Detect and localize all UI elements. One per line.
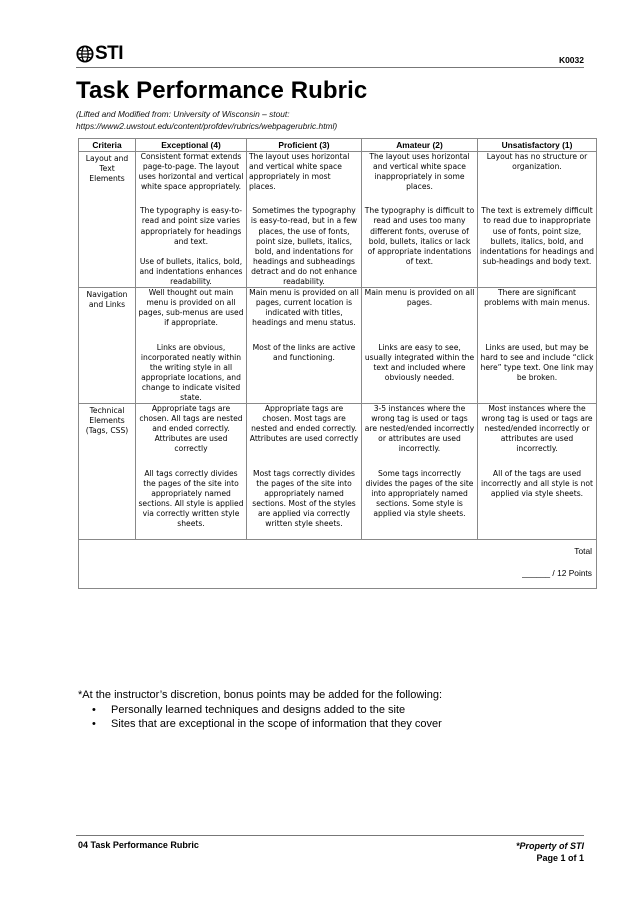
source-line-1: (Lifted and Modified from: University of Wisconsin – stout:: [76, 109, 290, 119]
rubric-cell: Links are easy to see, usually integrated within the text and included where obviously needed.: [362, 329, 478, 404]
footer-title: 04 Task Performance Rubric: [78, 840, 199, 850]
rubric-cell: 3-5 instances where the wrong tag is used or tags are nested/ended incorrectly or attributes are used incorrectly.: [362, 404, 478, 455]
logo-text: STI: [95, 43, 124, 64]
rubric-cell: There are significant problems with main menus.: [478, 288, 597, 329]
criteria-cell: Navigation and Links: [79, 288, 136, 404]
table-row: [79, 329, 597, 404]
points-field: ______ / 12 Points: [522, 568, 592, 579]
total-label: Total: [574, 546, 592, 557]
col-header-amateur: Amateur (2): [362, 139, 478, 152]
col-header-proficient: Proficient (3): [247, 139, 362, 152]
footer-info: [516, 840, 584, 864]
rubric-cell: The typography is difficult to read and uses too many different fonts, overuse of bold, bullets, italics or lack of appropriate indentations of text.: [362, 192, 478, 287]
col-header-unsatisfactory: Unsatisfactory (1): [478, 139, 597, 152]
rubric-cell: Well thought out main menu is provided on all pages, sub-menus are used if appropriate.: [136, 288, 247, 329]
rubric-cell: The layout uses horizontal and vertical white space appropriately in most places.: [247, 152, 362, 193]
table-header-row: [79, 139, 597, 152]
rubric-cell: Links are used, but may be hard to see and include “click here” type text. One link may be broken.: [478, 329, 597, 404]
sti-logo: [76, 44, 123, 64]
list-item: • Personally learned techniques and designs added to the site: [111, 703, 442, 718]
criteria-cell: Layout and Text Elements: [79, 152, 136, 288]
table-row: [79, 192, 597, 287]
criteria-cell: Technical Elements (Tags, CSS): [79, 404, 136, 540]
rubric-cell: Appropriate tags are chosen. All tags are nested and ended correctly. Attributes are used correctly: [136, 404, 247, 455]
page-title: Task Performance Rubric: [76, 77, 368, 104]
rubric-cell: Sometimes the typography is easy-to-read, but in a few places, the use of fonts, point size, bullets, italics, bold, and indentations for headings and subheadings detract and do not enhance readability.: [247, 192, 362, 287]
total-row: [79, 540, 597, 589]
rubric-cell: Consistent format extends page-to-page. The layout uses horizontal and vertical white space appropriately.: [136, 152, 247, 193]
rubric-table: [78, 138, 597, 589]
footer-divider: [76, 835, 584, 836]
rubric-cell: Appropriate tags are chosen. Most tags are nested and ended correctly. Attributes are used correctly: [247, 404, 362, 455]
rubric-cell: The layout uses horizontal and vertical white space inappropriately in some places.: [362, 152, 478, 193]
table-row: [79, 288, 597, 329]
col-header-criteria: Criteria: [79, 139, 136, 152]
rubric-cell: Layout has no structure or organization.: [478, 152, 597, 193]
col-header-exceptional: Exceptional (4): [136, 139, 247, 152]
bonus-list: [78, 703, 442, 732]
list-item: • Sites that are exceptional in the scope of information that they cover: [111, 717, 442, 732]
total-cell: [79, 540, 597, 589]
property-notice: *Property of STI: [515, 841, 584, 851]
rubric-cell: Main menu is provided on all pages.: [362, 288, 478, 329]
table-row: [79, 404, 597, 455]
rubric-cell: Most instances where the wrong tag is used or tags are nested/ended incorrectly or attributes are used incorrectly.: [478, 404, 597, 455]
table-row: [79, 152, 597, 193]
source-citation: [76, 108, 337, 132]
rubric-cell: Some tags incorrectly divides the pages of the site into appropriately named sections. Some style is applied via style sheets.: [362, 455, 478, 540]
rubric-cell: Most of the links are active and functioning.: [247, 329, 362, 404]
rubric-cell: The text is extremely difficult to read due to inappropriate use of fonts, point size, bullets, italics, bold, and indentations for headings and sub-headings and body text.: [478, 192, 597, 287]
bonus-section: [78, 688, 442, 732]
rubric-cell: All of the tags are used incorrectly and all style is not applied via style sheets.: [478, 455, 597, 540]
rubric-cell: Links are obvious, incorporated neatly within the writing style in all appropriate locations, and change to indicate visited state.: [136, 329, 247, 404]
document-code: K0032: [558, 55, 584, 65]
source-url: https://www2.uwstout.edu/content/profdev/rubrics/webpagerubric.html): [76, 121, 338, 131]
rubric-cell: Most tags correctly divides the pages of the site into appropriately named sections. Most of the styles are applied via correctly written style sheets.: [247, 455, 362, 540]
rubric-cell: All tags correctly divides the pages of the site into appropriately named sections. All style is applied via correctly written style sheets.: [136, 455, 247, 540]
bonus-intro: *At the instructor’s discretion, bonus points may be added for the following:: [78, 689, 443, 701]
rubric-cell: The typography is easy-to-read and point size varies appropriately for headings and text. Use of bullets, italics, bold, and indentations enhances readability.: [136, 192, 247, 287]
globe-icon: [76, 45, 94, 63]
page-number: Page 1 of 1: [536, 853, 584, 863]
table-row: [79, 455, 597, 540]
rubric-cell: Main menu is provided on all pages, current location is indicated with titles, headings and menu status.: [247, 288, 362, 329]
header-divider: [76, 67, 584, 68]
